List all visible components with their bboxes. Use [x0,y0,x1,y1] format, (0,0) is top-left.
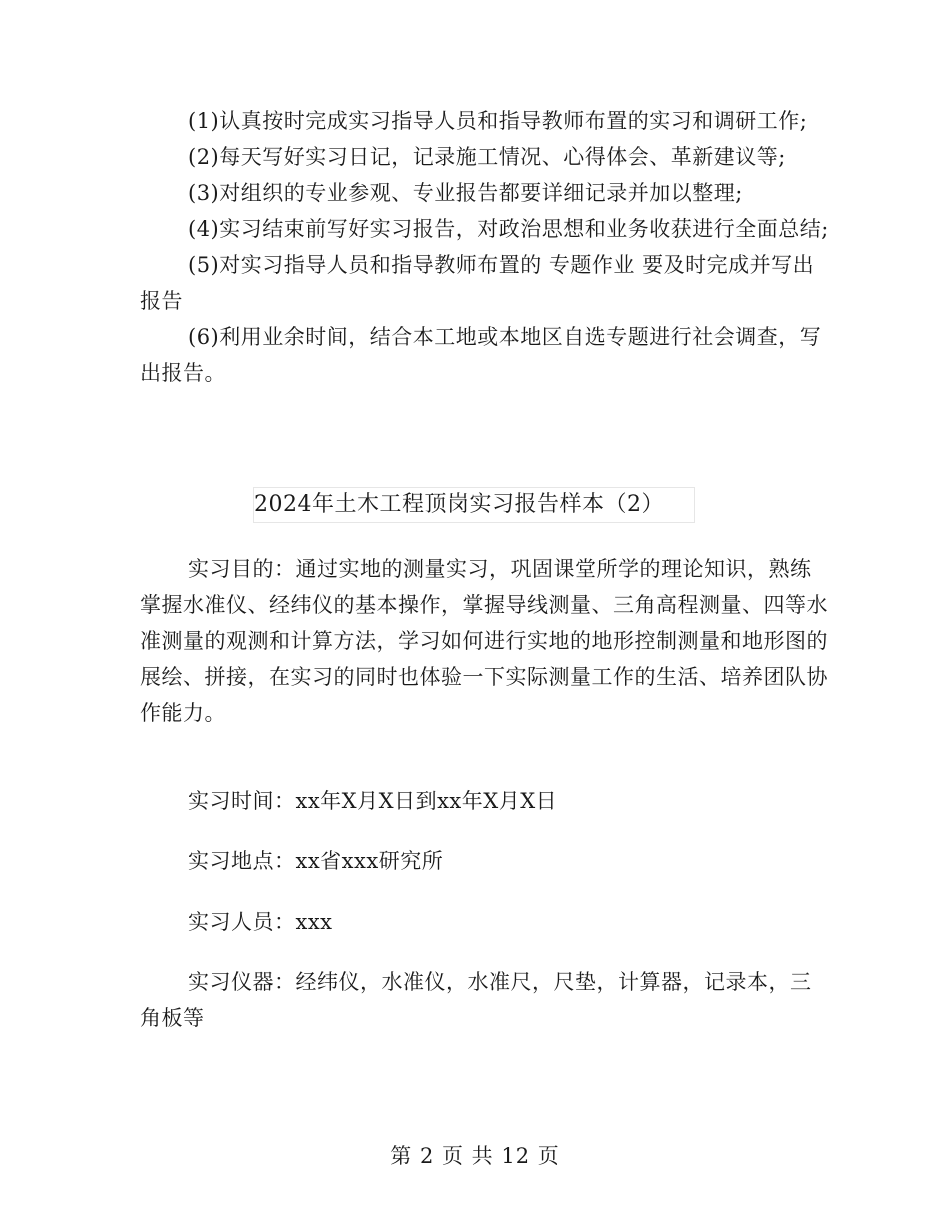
internship-instruments: 实习仪器：经纬仪，水准仪，水准尺，尺垫，计算器，记录本，三角板等 [140,970,812,1030]
section-title: 2024年土木工程顶岗实习报告样本（2） [253,487,695,523]
task-list [140,103,830,391]
internship-people: 实习人员：xxx [188,910,333,934]
list-item: (3)对组织的专业参观、专业报告都要详细记录并加以整理; [188,181,743,205]
list-item: (6)利用业余时间，结合本工地或本地区自选专题进行社会调查，写出报告。 [140,325,822,385]
list-item: (5)对实习指导人员和指导教师布置的 专题作业 要及时完成并写出报告 [140,253,815,313]
list-item: (4)实习结束前写好实习报告，对政治思想和业务收获进行全面总结; [188,217,829,241]
list-item: (1)认真按时完成实习指导人员和指导教师布置的实习和调研工作; [188,109,808,133]
list-item: (2)每天写好实习日记，记录施工情况、心得体会、革新建议等; [188,145,786,169]
page-footer: 第 2 页 共 12 页 [390,1144,560,1168]
internship-time: 实习时间：xx年X月X日到xx年X月X日 [188,789,558,813]
internship-place: 实习地点：xx省xxx研究所 [188,849,444,873]
purpose-paragraph [140,551,830,731]
purpose-text: 实习目的：通过实地的测量实习，巩固课堂所学的理论知识，熟练掌握水准仪、经纬仪的基本操作，掌握导线测量、三角高程测量、四等水准测量的观测和计算方法，学习如何进行实地的地形控制测量和地形图的展绘、拼接，在实习的同时也体验一下实际测量工作的生活、培养团队协作能力。 [140,557,828,725]
